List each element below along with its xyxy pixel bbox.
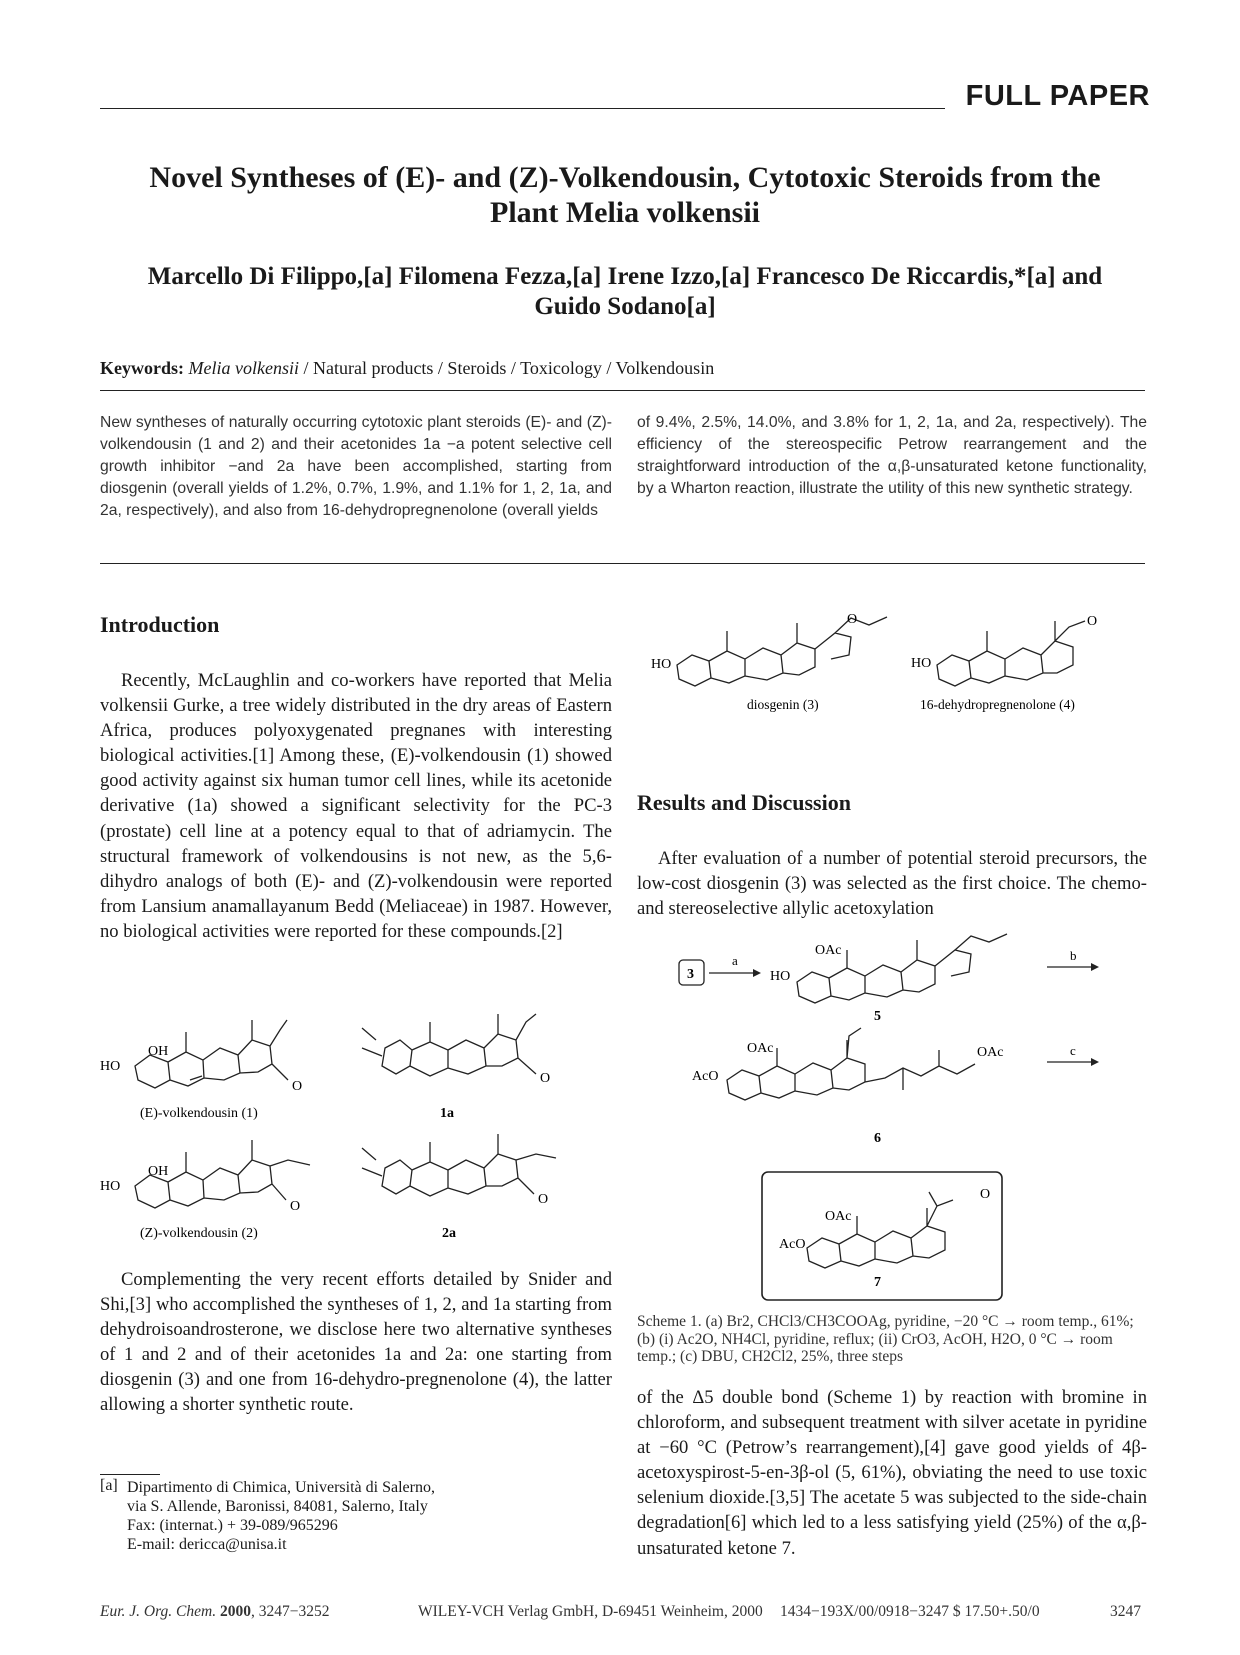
label-z-volkendousin: (Z)-volkendousin (2) [140, 1226, 258, 1241]
oac-label-5: OAc [815, 943, 842, 958]
intro-paragraph-2 [100, 1267, 612, 1418]
keywords-rest: / Natural products / Steroids / Toxicology / Volkendousin [298, 358, 715, 378]
label-1a: 1a [440, 1106, 454, 1121]
title-line-2: Plant Melia volkensii [490, 196, 760, 229]
results-heading: Results and Discussion [637, 790, 851, 815]
results-p2-text: of the Δ5 double bond (Scheme 1) by reaction with bromine in chloroform, and subsequent treatment with silver acetate in pyridine at −60 °C (Petrow’s rearrangement),[4] gave good yields of 4β-acetoxyspirost-5-en-3β-ol (5, 61%), obviating the need to use toxic selenium dioxide.[3,5] The acetate 5 was subjected to the side-chain degradation[6] which led to a less satisfying yield (25%) of the α,β-unsaturated ketone 7. [637, 1387, 1147, 1559]
o-label-e: O [292, 1079, 303, 1094]
results-paragraph-2 [637, 1385, 1147, 1561]
oh-label-e: OH [148, 1044, 169, 1059]
o-label-7: O [980, 1187, 991, 1202]
ho-label-diosgenin: HO [651, 657, 672, 672]
oh-label-z: OH [148, 1164, 169, 1179]
o-label-dehydropregnenolone: O [1087, 614, 1098, 629]
ho-label-z: HO [100, 1179, 121, 1194]
label-dehydropregnenolone: 16-dehydropregnenolone (4) [920, 697, 1075, 712]
footnote-line-3: Fax: (internat.) + 39-089/965296 [127, 1517, 338, 1534]
oac-label-6-chain: OAc [977, 1045, 1004, 1060]
aco-label-7: AcO [779, 1237, 806, 1252]
step-b-label: b [1070, 948, 1077, 963]
keywords [100, 358, 714, 379]
keyword-first: Melia volkensii [188, 358, 299, 378]
intro-paragraph-1 [100, 668, 612, 944]
precursor-structures [637, 603, 1147, 718]
authors-line-2: Guido Sodano[a] [534, 293, 716, 320]
ho-label-e: HO [100, 1059, 121, 1074]
title-line-1: Novel Syntheses of (E)- and (Z)-Volkendousin, Cytotoxic Steroids from the [149, 161, 1101, 194]
o-label-1a: O [540, 1071, 551, 1086]
label-2a: 2a [442, 1226, 456, 1241]
footer-publisher: WILEY-VCH Verlag GmbH, D-69451 Weinheim, 2000 [418, 1603, 763, 1620]
footnote-rule [100, 1474, 160, 1475]
footnote-affiliation [127, 1478, 435, 1554]
footer-page-number: 3247 [1110, 1603, 1141, 1620]
footer-issn: 1434−193X/00/0918−3247 $ 17.50+.50/0 [780, 1603, 1040, 1620]
keywords-label: Keywords: [100, 358, 184, 378]
author-list [100, 262, 1150, 322]
scheme-1 [637, 930, 1147, 1305]
footer-pages: , 3247−3252 [250, 1603, 330, 1620]
compound-7-label: 7 [874, 1275, 881, 1290]
footer-journal: Eur. J. Org. Chem. [100, 1603, 217, 1620]
scheme-start-label: 3 [687, 967, 694, 982]
footnote-line-4: E-mail: dericca@unisa.it [127, 1536, 287, 1553]
footnote-line-1: Dipartimento di Chimica, Università di Salerno, [127, 1479, 435, 1496]
scheme-caption: Scheme 1. (a) Br2, CHCl3/CH3COOAg, pyridine, −20 °C → room temp., 61%; (b) (i) Ac2O, NH4Cl, pyridine, reflux; (ii) CrO3, AcOH, H2O, 0 °C → room temp.; (c) DBU, CH2Cl2, 25%, three steps [637, 1313, 1134, 1365]
step-c-label: c [1070, 1043, 1076, 1058]
label-diosgenin: diosgenin (3) [747, 697, 819, 712]
volkendousin-structures [100, 1000, 600, 1255]
abstract-right: of 9.4%, 2.5%, 14.0%, and 3.8% for 1, 2, 1a, and 2a, respectively). The efficiency of the stereospecific Petrow rearrangement and the straightforward introduction of the α,β-unsaturated ketone functionality, by a Wharton reaction, illustrate the utility of this new synthetic strategy. [637, 414, 1147, 497]
compound-6-label: 6 [874, 1131, 881, 1146]
compound-5-label: 5 [874, 1009, 881, 1024]
authors-line-1: Marcello Di Filippo,[a] Filomena Fezza,[a] Irene Izzo,[a] Francesco De Riccardis,*[a] and [147, 263, 1103, 290]
header-rule [100, 108, 945, 109]
results-paragraph-1 [637, 846, 1147, 921]
keywords-rule [100, 390, 1145, 391]
o-label-z: O [290, 1199, 301, 1214]
label-e-volkendousin: (E)-volkendousin (1) [140, 1106, 258, 1121]
abstract-left: New syntheses of naturally occurring cytotoxic plant steroids (E)- and (Z)-volkendousin (1 and 2) and their acetonides 1a −a potent selective cell growth inhibitor −and 2a have been accomplished, starting from diosgenin (overall yields of 1.2%, 0.7%, 1.9%, and 1.1% for 1, 2, 1a, and 2a, respectively), and also from 16-dehydropregnenolone (overall yields [100, 414, 612, 519]
page-title [100, 160, 1150, 230]
aco-label-6: AcO [692, 1069, 719, 1084]
ho-label-5: HO [770, 969, 791, 984]
oac-label-6-ring: OAc [747, 1041, 774, 1056]
intro-p2-text: Complementing the very recent efforts detailed by Snider and Shi,[3] who accomplished the syntheses of 1, 2, and 1a starting from dehydroisoandrosterone, we disclose here two alternative syntheses of 1 and 2 and of their acetonides 1a and 2a: one starting from diosgenin (3) and one from 16-dehydro-pregnenolone (4), the latter allowing a shorter synthetic route. [100, 1269, 612, 1416]
abstract-rule [100, 563, 1145, 564]
intro-heading: Introduction [100, 612, 220, 637]
section-label: FULL PAPER [965, 80, 1150, 112]
footnote-line-2: via S. Allende, Baronissi, 84081, Salerno, Italy [127, 1498, 428, 1515]
intro-p1-text: Recently, McLaughlin and co-workers have reported that Melia volkensii Gurke, a tree widely distributed in the dry areas of Eastern Africa, produces polyoxygenated pregnanes with interesting biological activities.[1] Among these, (E)-volkendousin (1) showed good activity against six human tumor cell lines, while its acetonide derivative (1a) showed a significant selectivity for the PC-3 (prostate) cell line at a potency equal to that of adriamycin. The structural framework of volkendousins is not new, as the 5,6-dihydro analogs of both (E)- and (Z)-volkendousin were reported from Lansium anamallayanum Bedd (Meliaceae) in 1987. However, no biological activities were reported for these compounds.[2] [100, 670, 612, 942]
oac-label-7: OAc [825, 1209, 852, 1224]
o-label-2a: O [538, 1192, 549, 1207]
step-a-label: a [732, 953, 738, 968]
results-p1-text: After evaluation of a number of potential steroid precursors, the low-cost diosgenin (3) was selected as the first choice. The chemo- and stereoselective allylic acetoxylation [637, 848, 1147, 920]
footnote-mark: [a] [100, 1477, 118, 1494]
footer-year: 2000 [219, 1603, 251, 1620]
ho-label-dehydropregnenolone: HO [911, 656, 932, 671]
footer-citation [100, 1603, 329, 1621]
o-label-diosgenin: O [847, 612, 858, 627]
